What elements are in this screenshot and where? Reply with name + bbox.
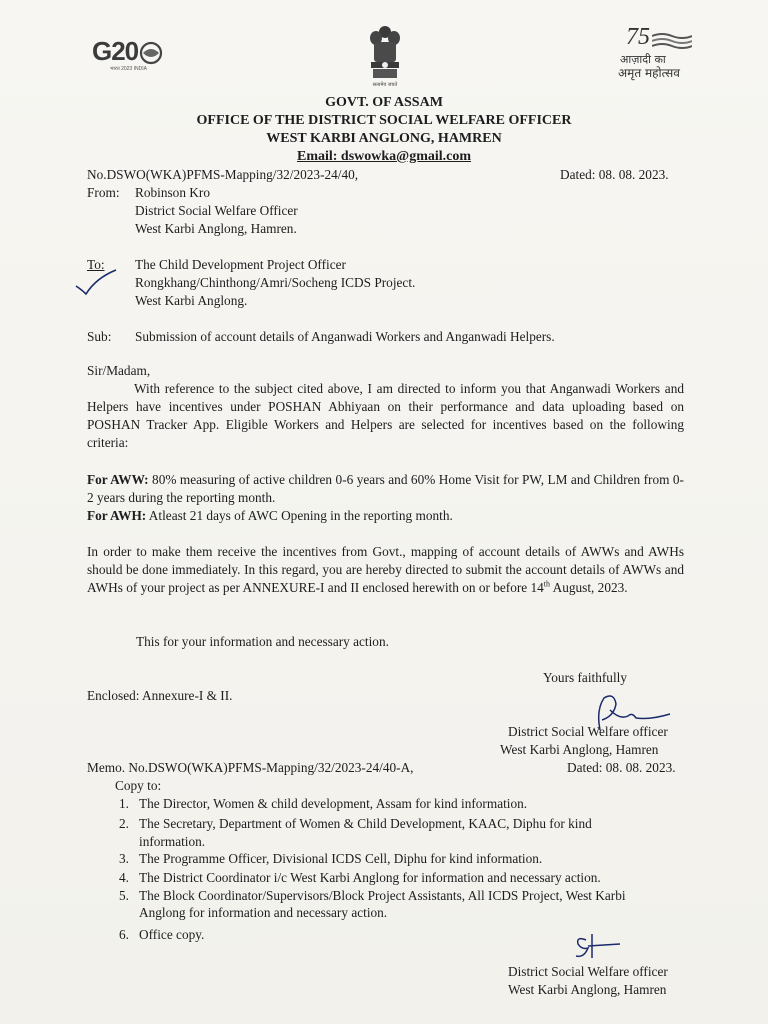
flag-wave-icon: [652, 32, 692, 50]
azadi-number: 75: [626, 24, 650, 50]
copy-item-continued: Anglong for information and necessary action.: [139, 905, 388, 920]
header-place: WEST KARBI ANGLONG, HAMREN: [266, 131, 502, 146]
to-line3: West Karbi Anglong.: [135, 293, 248, 308]
memo-date: Dated: 08. 08. 2023.: [567, 760, 676, 775]
criteria-awh-text: Atleast 21 days of AWC Opening in the reporting month.: [146, 508, 453, 523]
letter-date: Dated: 08. 08. 2023.: [560, 167, 669, 182]
copy-item-text: The Secretary, Department of Women & Child Development, KAAC, Diphu for kind: [139, 816, 592, 831]
signatory-designation: District Social Welfare officer: [508, 724, 668, 739]
memo-signatory-designation: District Social Welfare officer: [508, 964, 668, 979]
globe-icon: [139, 41, 163, 65]
criteria-aww-text: 80% measuring of active children 0-6 years and 60% Home Visit for PW, LM and Children from 0-2 years during the reporting month.: [87, 472, 684, 505]
para2-main: In order to make them receive the incentives from Govt., mapping of account details of AWWs and AWHs should be done immediately. In this regard, you are hereby directed to submit the account details of AWWs and AWHs of your project as per ANNEXURE-I and II enclosed herewith on or before 14: [87, 544, 684, 595]
from-name: Robinson Kro: [135, 185, 210, 200]
state-emblem: [366, 24, 404, 90]
copy-to-label: Copy to:: [115, 778, 162, 793]
subject-text: Submission of account details of Anganwadi Workers and Anganwadi Helpers.: [135, 329, 555, 344]
copy-item: [105, 926, 204, 944]
signatory-place: West Karbi Anglong, Hamren: [500, 742, 659, 757]
memo-signatory-place: West Karbi Anglong, Hamren: [508, 982, 667, 997]
copy-item: [105, 869, 601, 887]
lion-capital-icon: [366, 24, 404, 82]
to-line1: The Child Development Project Officer: [135, 257, 346, 272]
copy-item-text: The Block Coordinator/Supervisors/Block Project Assistants, All ICDS Project, West Karbi: [139, 888, 626, 903]
ref-number: No.DSWO(WKA)PFMS-Mapping/32/2023-24/40,: [87, 167, 359, 182]
para2-end: August, 2023.: [550, 580, 628, 595]
copy-item-text: The Director, Women & child development, Assam for kind information.: [139, 796, 528, 811]
body-paragraph-1: With reference to the subject cited above, I am directed to inform you that Anganwadi Workers and Helpers have incentives under POSHAN Abhiyaan on their performance and data uploading based on POSHAN Tracker App. Eligible Workers and Helpers are selected for incentives based on the following criteria:: [87, 381, 684, 450]
copy-item-num: 4.: [119, 870, 129, 885]
azadi-line2: अमृत महोत्सव: [618, 66, 680, 80]
copy-item-continued: information.: [139, 834, 206, 849]
copy-item-num: 1.: [119, 796, 129, 811]
copy-item-num: 2.: [119, 816, 129, 831]
to-label: To:: [87, 257, 105, 272]
to-line2: Rongkhang/Chinthong/Amri/Socheng ICDS Project.: [135, 275, 416, 290]
criteria-awh: [87, 507, 453, 525]
copy-item-text: The Programme Officer, Divisional ICDS Cell, Diphu for kind information.: [139, 851, 543, 866]
memo-ref-number: Memo. No.DSWO(WKA)PFMS-Mapping/32/2023-24/40-A,: [87, 760, 414, 775]
tick-mark-icon: [74, 268, 118, 298]
subject-label: Sub:: [87, 329, 112, 344]
from-place: West Karbi Anglong, Hamren.: [135, 221, 297, 236]
azadi-logo: [618, 24, 708, 80]
signature-2: [570, 930, 630, 966]
yours-faithfully: Yours faithfully: [543, 670, 627, 685]
g20-logo: [92, 36, 147, 72]
salutation: Sir/Madam,: [87, 363, 151, 378]
copy-item-num: 6.: [119, 927, 129, 942]
from-label: From:: [87, 185, 120, 200]
criteria-aww-label: For AWW:: [87, 472, 149, 487]
header-govt: GOVT. OF ASSAM: [325, 95, 443, 110]
from-designation: District Social Welfare Officer: [135, 203, 298, 218]
azadi-line1: आज़ादी का: [620, 53, 666, 66]
copy-item: [105, 795, 527, 813]
g20-logo-text: G20: [92, 36, 139, 66]
copy-item: [105, 815, 592, 833]
criteria-aww: [87, 471, 684, 507]
emblem-caption: सत्यमेव जयते: [372, 82, 398, 88]
enclosed-line: Enclosed: Annexure-I & II.: [87, 688, 233, 703]
copy-item-num: 5.: [119, 888, 129, 903]
copy-item: [105, 850, 542, 868]
copy-item-num: 3.: [119, 851, 129, 866]
g20-logo-sub: भारत 2023 INDIA: [110, 66, 147, 72]
copy-item-text: The District Coordinator i/c West Karbi Anglong for information and necessary action.: [139, 870, 601, 885]
header-email: Email: dswowka@gmail.com: [296, 149, 472, 164]
copy-item: [105, 887, 626, 905]
info-line: This for your information and necessary action.: [136, 634, 389, 649]
para2-superscript: th: [543, 579, 551, 589]
header-office: OFFICE OF THE DISTRICT SOCIAL WELFARE OFFICER: [196, 113, 572, 128]
copy-item-text: Office copy.: [139, 927, 205, 942]
criteria-awh-label: For AWH:: [87, 508, 147, 523]
body-paragraph-2: [87, 543, 684, 597]
